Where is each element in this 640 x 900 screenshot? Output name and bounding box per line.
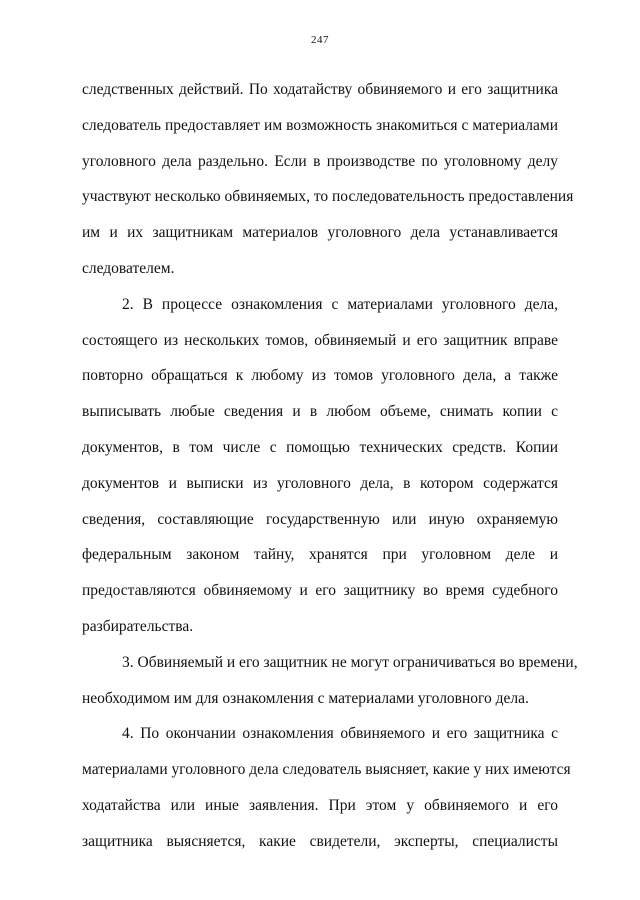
text-line: 4. По окончании ознакомления обвиняемого и его защитника с [122, 725, 558, 743]
text-line: материалами уголовного дела следователь выясняет, какие у них имеются [82, 761, 571, 779]
text-line: разбирательства. [82, 617, 194, 635]
page-number: 247 [311, 34, 329, 46]
text-line: документов и выписки из уголовного дела, в котором содержатся [82, 474, 558, 492]
text-line: повторно обращаться к любому из томов уголовного дела, а также [82, 367, 558, 385]
text-line: следственных действий. По ходатайству обвиняемого и его защитника [82, 81, 558, 98]
text-line: 2. В процессе ознакомления с материалами уголовного дела, [122, 295, 558, 313]
text-line: документов, в том числе с помощью технических средств. Копии [82, 438, 558, 456]
text-line: следователь предоставляет им возможность знакомиться с материалами [82, 116, 558, 134]
text-line: предоставляются обвиняемому и его защитнику во время судебного [82, 582, 558, 600]
text-line: следователем. [82, 259, 175, 277]
text-line: участвуют несколько обвиняемых, то последовательность предоставления [82, 188, 574, 206]
text-line: федеральным законом тайну, хранятся при уголовном деле и [82, 546, 558, 564]
text-line: защитника выясняется, какие свидетели, эксперты, специалисты [82, 832, 558, 850]
text-line: ходатайства или иные заявления. При этом у обвиняемого и его [82, 796, 558, 814]
text-line: выписывать любые сведения и в любом объеме, снимать копии с [82, 403, 558, 421]
text-line: уголовного дела раздельно. Если в производстве по уголовному делу [82, 152, 558, 170]
text-line: 3. Обвиняемый и его защитник не могут ограничиваться во времени, [122, 653, 578, 671]
text-line: необходимом им для ознакомления с материалами уголовного дела. [82, 689, 529, 707]
text-line: состоящего из нескольких томов, обвиняемый и его защитник вправе [82, 331, 558, 349]
body-text [82, 72, 578, 860]
text-line: сведения, составляющие государственную или иную охраняемую [82, 510, 558, 528]
text-line: им и их защитникам материалов уголовного дела устанавливается [82, 224, 558, 242]
